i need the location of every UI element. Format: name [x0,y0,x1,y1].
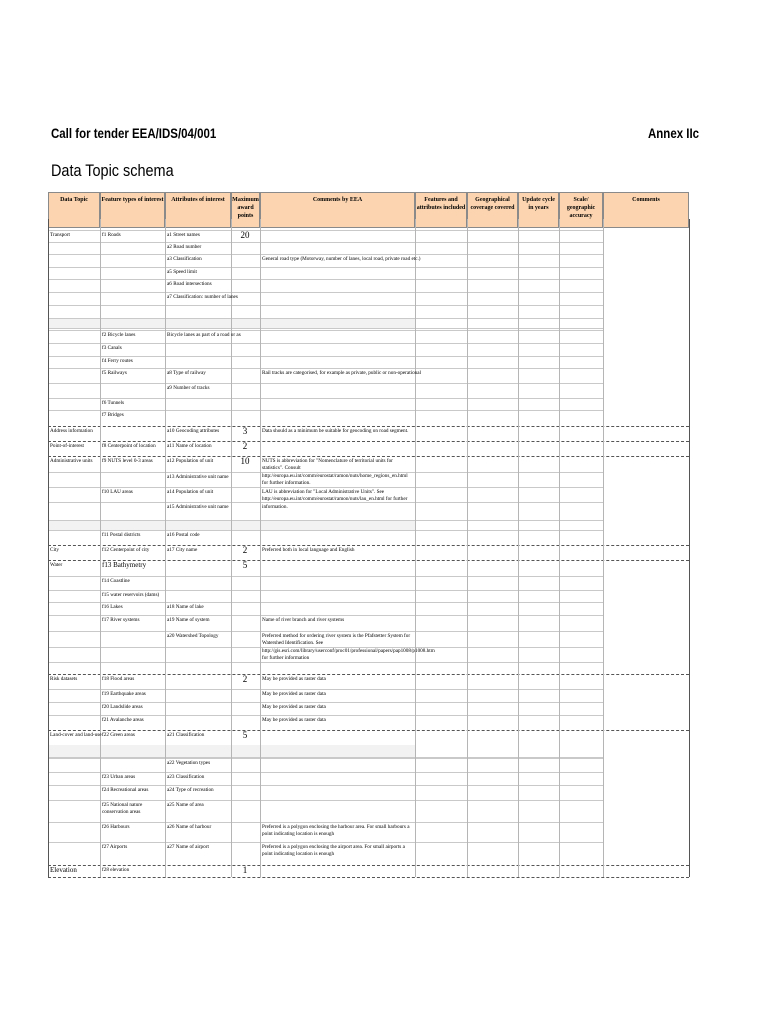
row-divider [48,702,603,703]
eea-comment: LAU is abbreviation for "Local Administrative Units". See http://europa.eu.int/comm/eurostat/ramon/nuts/lau_en.html for further information. [262,489,408,510]
feature-type: f22 Green areas [102,732,135,738]
feature-type: f12 Centerpoint of city [102,547,150,553]
feature-type: f7 Bridges [102,412,124,418]
attribute: a18 Name of lake [167,604,204,610]
row-divider [48,242,603,243]
attribute: a12 Population of unit [167,458,214,464]
eea-comment: Preferred is a polygon enclosing the harbour area. For small harbours a point indicating location is enough [262,824,410,838]
feature-type: f28 elevation [102,867,130,873]
attribute: a1 Street names [167,232,200,238]
max-points: 5 [242,560,248,570]
row-divider [48,520,603,521]
row-divider [48,328,603,329]
column-divider [48,219,49,877]
group-divider [48,865,689,866]
eea-comment: Preferred both in local language and English [262,547,355,553]
feature-type: f16 Lakes [102,604,123,610]
max-points: 2 [242,545,248,555]
column-header: Features and attributes included [415,192,467,228]
feature-type: f27 Airports [102,844,128,850]
feature-type: f24 Recreational areas [102,787,149,793]
feature-type: f5 Railways [102,370,127,376]
feature-type: f11 Postal districts [102,532,141,538]
feature-type: f18 Flood areas [102,676,135,682]
eea-comment: May be provided as raster data [262,676,326,682]
feature-type: f9 NUTS level 0-3 areas [102,458,153,464]
row-divider [48,356,603,357]
attribute: a8 Type of railway [167,370,206,376]
data-topic: City [50,547,59,553]
column-header: Comments by EEA [260,192,415,228]
column-header: Comments [603,192,689,228]
attribute: a20 Watershed Topology [167,633,219,639]
row-divider [48,842,603,843]
column-divider [518,219,519,877]
row-divider [48,757,603,758]
max-points: 2 [242,674,248,684]
row-divider [48,758,603,759]
feature-type: f17 River systems [102,617,140,623]
feature-type: f1 Roads [102,232,121,238]
attribute: a27 Name of airport [167,844,209,850]
attribute: a25 Name of area [167,802,204,808]
data-topic: Elevation [50,866,77,874]
column-header: Geographical coverage covered [467,192,518,228]
row-divider [48,292,603,293]
group-divider [48,674,689,675]
group-divider [48,426,689,427]
document-header-right: Annex IIc [648,125,700,141]
column-header: Scale/ geographic accuracy [559,192,603,228]
row-divider [48,267,603,268]
group-divider [48,456,689,457]
eea-comment: NUTS is abbreviation for "Nomenclature of territorial units for statistics". Consult http://europa.eu.int/comm/eurostat/ramon/nuts/home_regions_en.html for further information. [262,458,408,486]
row-divider [48,615,603,616]
attribute: a16 Postal code [167,532,200,538]
row-divider [48,330,603,331]
eea-comment: Rail tracks are categorised, for example as private, public or non-operational [262,370,422,376]
row-divider [48,230,603,231]
max-points: 5 [242,730,248,740]
row-divider [48,822,603,823]
attribute: a11 Name of location [167,443,212,449]
column-divider [260,219,261,877]
group-divider [48,441,689,442]
feature-type: f2 Bicycle lanes [102,332,136,338]
column-divider [689,219,690,877]
row-divider [48,785,603,786]
feature-type: f14 Coastline [102,578,130,584]
feature-type: f13 Bathymetry [102,561,147,569]
eea-comment: May be provided as raster data [262,704,326,710]
row-divider [48,689,603,690]
feature-type: f23 Urban areas [102,774,136,780]
data-topic: Address information [50,428,93,434]
feature-type: f10 LAU areas [102,489,133,495]
attribute: a17 City name [167,547,198,553]
attribute: a15 Administrative unit name [167,504,229,510]
feature-type: f20 Landslide areas [102,704,143,710]
data-topic: Water [50,562,63,568]
row-divider [48,576,603,577]
eea-comment: Data should as a minimum be suitable for geocoding on road segment. [262,428,409,434]
max-points: 20 [240,230,250,240]
row-divider [48,368,603,369]
attribute: a19 Name of system [167,617,210,623]
row-divider [48,343,603,344]
row-divider [48,305,603,306]
group-divider [48,545,689,546]
group-divider [48,730,689,731]
column-header: Update cycle in years [518,192,559,228]
feature-type: f15 water reservoirs (dams) [102,592,160,598]
attribute: a22 Vegetation types [167,760,211,766]
attribute: a23 Classification [167,774,205,780]
attribute: a21 Classification [167,732,205,738]
feature-type: f19 Earthquake areas [102,691,146,697]
attribute: a10 Geocoding attributes [167,428,220,434]
max-points: 3 [242,426,248,436]
eea-comment: Preferred method for ordering river system is the Pfafstetter System for Watershed Identification. See http://gis.esri.com/library/userconf/proc01/professional/papers/pap1008/p1008.htm for further information [262,633,435,661]
row-divider [48,410,603,411]
row-divider [48,254,603,255]
attribute: a13 Administrative unit name [167,474,229,480]
attribute: Bicycle lanes as part of a road or as [167,332,241,338]
row-divider [48,383,603,384]
row-divider [48,318,603,319]
data-topic: Point-of-interest [50,443,84,449]
row-divider [48,530,603,531]
data-topic: Land-cover and land-use [50,732,102,738]
data-topic: Risk datasets [50,676,78,682]
feature-type: f6 Tunnels [102,400,125,406]
eea-comment: May be provided as raster data [262,691,326,697]
attribute: a3 Classification [167,256,202,262]
document-header-left: Call for tender EEA/IDS/04/001 [51,125,217,141]
column-divider [603,219,604,877]
column-divider [467,219,468,877]
column-header: Feature types of interest [100,192,165,228]
row-divider [48,772,603,773]
group-divider [48,877,689,878]
attribute: a26 Name of harbour [167,824,212,830]
column-divider [100,219,101,877]
attribute: a24 Type of recreation [167,787,214,793]
column-header: Attributes of interest [165,192,231,228]
max-points: 1 [242,865,248,875]
attribute: a14 Population of unit [167,489,214,495]
eea-comment: Name of river branch and river systems [262,617,345,623]
row-divider [48,602,603,603]
row-divider [48,398,603,399]
attribute: a2 Road number [167,244,202,250]
attribute: a7 Classification: number of lanes [167,294,238,300]
feature-type: f8 Centerpoint of location [102,443,156,449]
column-divider [559,219,560,877]
data-topic-table [48,192,689,877]
row-divider [48,800,603,801]
feature-type: f25 National nature conservation areas [102,802,143,816]
feature-type: f4 Ferry routes [102,358,133,364]
attribute: a5 Speed limit [167,269,197,275]
max-points: 2 [242,441,248,451]
data-topic: Administrative units [50,458,93,464]
feature-type: f21 Avalanche areas [102,717,144,723]
column-header: Data Topic [48,192,100,228]
eea-comment: May be provided as raster data [262,717,326,723]
row-divider [48,715,603,716]
attribute: a9 Number of tracks [167,385,210,391]
column-divider [165,219,166,877]
data-topic: Transport [50,232,70,238]
attribute: a6 Road intersections [167,281,212,287]
row-divider [48,590,603,591]
max-points: 10 [240,456,250,466]
eea-comment: Preferred is a polygon enclosing the airport area. For small airports a point indicating location is enough [262,844,405,858]
feature-type: f26 Harbours [102,824,130,830]
row-divider [48,631,603,632]
row-divider [48,279,603,280]
feature-type: f3 Canals [102,345,122,351]
column-divider [415,219,416,877]
page-title: Data Topic schema [51,161,174,180]
column-header: Maximum award points [231,192,260,228]
eea-comment: General road type (Motorway, number of lanes, local road, private road etc.) [262,256,421,262]
